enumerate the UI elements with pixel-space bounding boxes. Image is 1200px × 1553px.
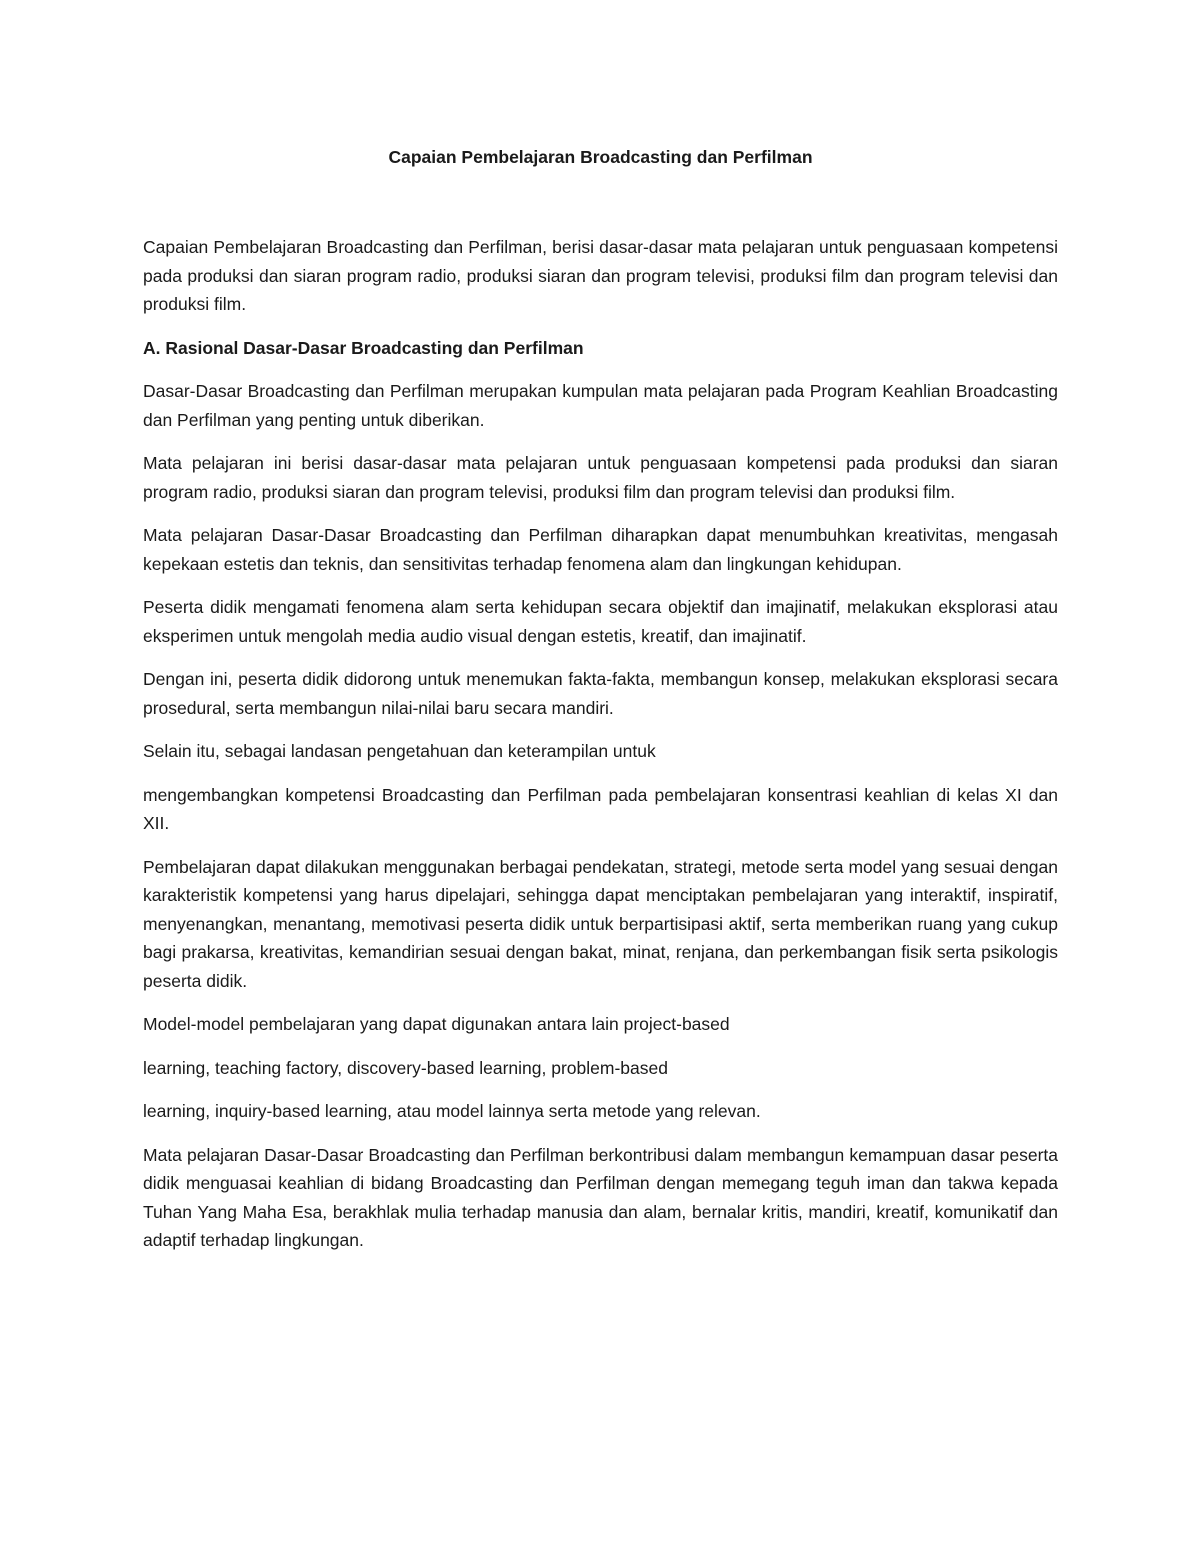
document-title: Capaian Pembelajaran Broadcasting dan Perfilman bbox=[388, 147, 813, 167]
body-paragraph: Mata pelajaran Dasar-Dasar Broadcasting dan Perfilman diharapkan dapat menumbuhkan kreativitas, mengasah kepekaan estetis dan teknis, dan sensitivitas terhadap fenomena alam dan lingkungan kehidupan. bbox=[143, 525, 1058, 574]
body-paragraph: Model-model pembelajaran yang dapat digunakan antara lain project-based bbox=[143, 1014, 730, 1034]
section-heading: A. Rasional Dasar-Dasar Broadcasting dan Perfilman bbox=[143, 337, 584, 358]
body-paragraph: mengembangkan kompetensi Broadcasting dan Perfilman pada pembelajaran konsentrasi keahlian di kelas XI dan XII. bbox=[143, 784, 1058, 833]
body-paragraph: Dengan ini, peserta didik didorong untuk menemukan fakta-fakta, membangun konsep, melakukan eksplorasi secara prosedural, serta membangun nilai-nilai baru secara mandiri. bbox=[143, 669, 1058, 718]
body-paragraph: Pembelajaran dapat dilakukan menggunakan berbagai pendekatan, strategi, metode serta model yang sesuai dengan karakteristik kompetensi yang harus dipelajari, sehingga dapat menciptakan pembelajaran yang interaktif, inspiratif, menyenangkan, menantang, memotivasi peserta didik untuk berpartisipasi aktif, serta memberikan ruang yang cukup bagi prakarsa, kreativitas, kemandirian sesuai dengan bakat, minat, renjana, dan perkembangan fisik serta psikologis peserta didik. bbox=[143, 856, 1058, 991]
body-paragraph: Mata pelajaran Dasar-Dasar Broadcasting dan Perfilman berkontribusi dalam membangun kemampuan dasar peserta didik menguasai keahlian di bidang Broadcasting dan Perfilman dengan memegang teguh iman dan takwa kepada Tuhan Yang Maha Esa, berakhlak mulia terhadap manusia dan alam, bernalar kritis, mandiri, kreatif, komunikatif dan adaptif terhadap lingkungan. bbox=[143, 1144, 1058, 1250]
document-page bbox=[143, 143, 1058, 1270]
body-paragraph: learning, teaching factory, discovery-based learning, problem-based bbox=[143, 1057, 668, 1078]
body-paragraph: Peserta didik mengamati fenomena alam serta kehidupan secara objektif dan imajinatif, melakukan eksplorasi atau eksperimen untuk mengolah media audio visual dengan estetis, kreatif, dan imajinatif. bbox=[143, 597, 1058, 646]
body-paragraph: Selain itu, sebagai landasan pengetahuan dan keterampilan untuk bbox=[143, 741, 656, 761]
body-paragraph: Mata pelajaran ini berisi dasar-dasar mata pelajaran untuk penguasaan kompetensi pada produksi dan siaran program radio, produksi siaran dan program televisi, produksi film dan program televisi dan produksi film. bbox=[143, 453, 1058, 502]
body-paragraph: Dasar-Dasar Broadcasting dan Perfilman merupakan kumpulan mata pelajaran pada Program Keahlian Broadcasting dan Perfilman yang penting untuk diberikan. bbox=[143, 381, 1058, 430]
intro-paragraph: Capaian Pembelajaran Broadcasting dan Perfilman, berisi dasar-dasar mata pelajaran untuk penguasaan kompetensi pada produksi dan siaran program radio, produksi siaran dan program televisi, produksi film dan program televisi dan produksi film. bbox=[143, 237, 1058, 314]
body-paragraph: learning, inquiry-based learning, atau model lainnya serta metode yang relevan. bbox=[143, 1101, 761, 1121]
